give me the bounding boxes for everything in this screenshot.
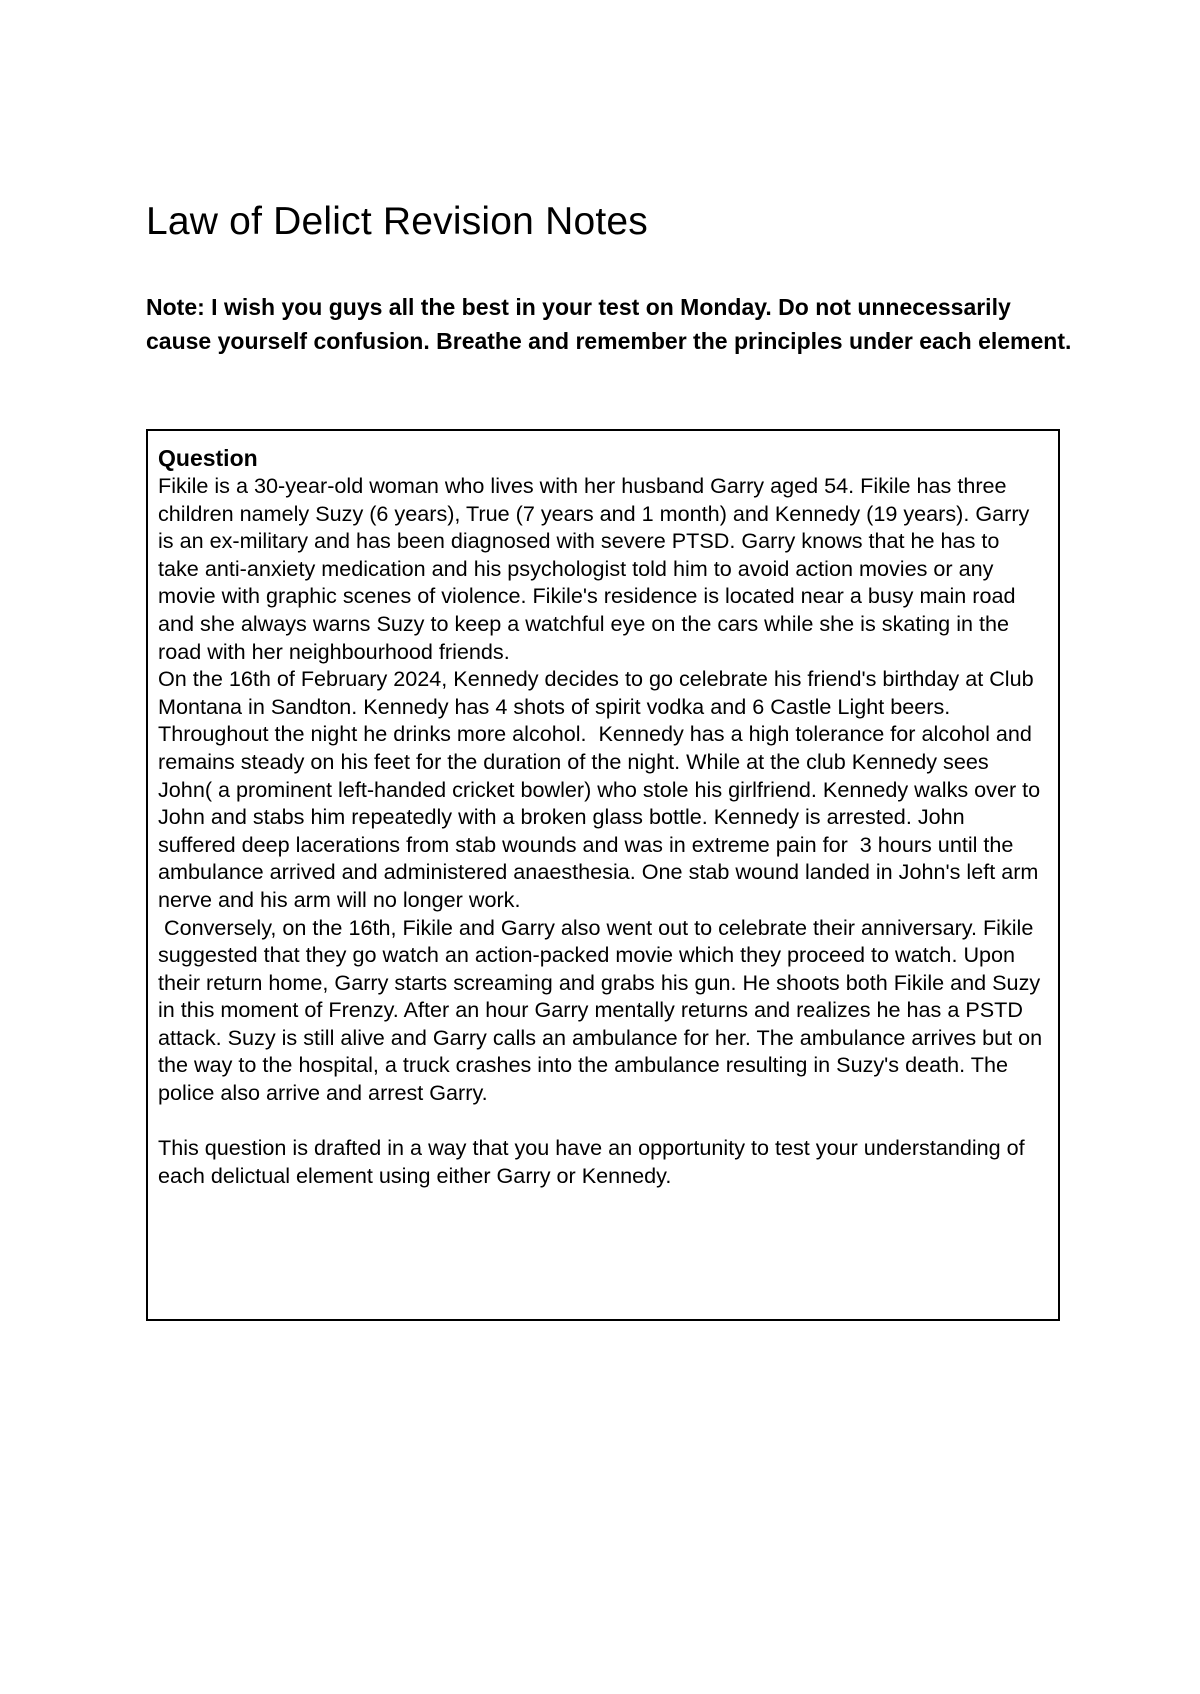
question-paragraph-2: On the 16th of February 2024, Kennedy decides to go celebrate his friend's birthday at Club Montana in Sandton. Kennedy has 4 shots of spirit vodka and 6 Castle Light beers. Throughout the night he drinks more alcohol. Kennedy has a high tolerance for alcohol and remains steady on his feet for the duration of the night. While at the club Kennedy sees John( a prominent left-handed cricket bowler) who stole his girlfriend. Kennedy walks over to John and stabs him repeatedly with a broken glass bottle. Kennedy is arrested. John suffered deep lacerations from stab wounds and was in extreme pain for 3 hours until the ambulance arrived and administered anaesthesia. One stab wound landed in John's left arm nerve and his arm will no longer work. [158,666,1047,912]
question-box [146,429,1060,1321]
question-closing-paragraph: This question is drafted in a way that you have an opportunity to test your understanding of each delictual element using either Garry or Kennedy. [158,1135,1031,1188]
note-paragraph: Note: I wish you guys all the best in your test on Monday. Do not unnecessarily cause yourself confusion. Breathe and remember the principles under each element. [146,294,1072,354]
document-title: Law of Delict Revision Notes [146,200,648,243]
question-heading: Question [158,445,258,471]
question-paragraph-1: Fikile is a 30-year-old woman who lives with her husband Garry aged 54. Fikile has three children namely Suzy (6 years), True (7 years and 1 month) and Kennedy (19 years). Garry is an ex-military and has been diagnosed with severe PTSD. Garry knows that he has to take anti-anxiety medication and his psychologist told him to avoid action movies or any movie with graphic scenes of violence. Fikile's residence is located near a busy main road and she always warns Suzy to keep a watchful eye on the cars while she is skating in the road with her neighbourhood friends. [158,473,1036,664]
question-paragraph-3: Conversely, on the 16th, Fikile and Garry also went out to celebrate their anniversary. Fikile suggested that they go watch an action-packed movie which they proceed to watch. Upon their return home, Garry starts screaming and grabs his gun. He shoots both Fikile and Suzy in this moment of Frenzy. After an hour Garry mentally returns and realizes he has a PSTD attack. Suzy is still alive and Garry calls an ambulance for her. The ambulance arrives but on the way to the hospital, a truck crashes into the ambulance resulting in Suzy's death. The police also arrive and arrest Garry. [158,914,1049,1106]
